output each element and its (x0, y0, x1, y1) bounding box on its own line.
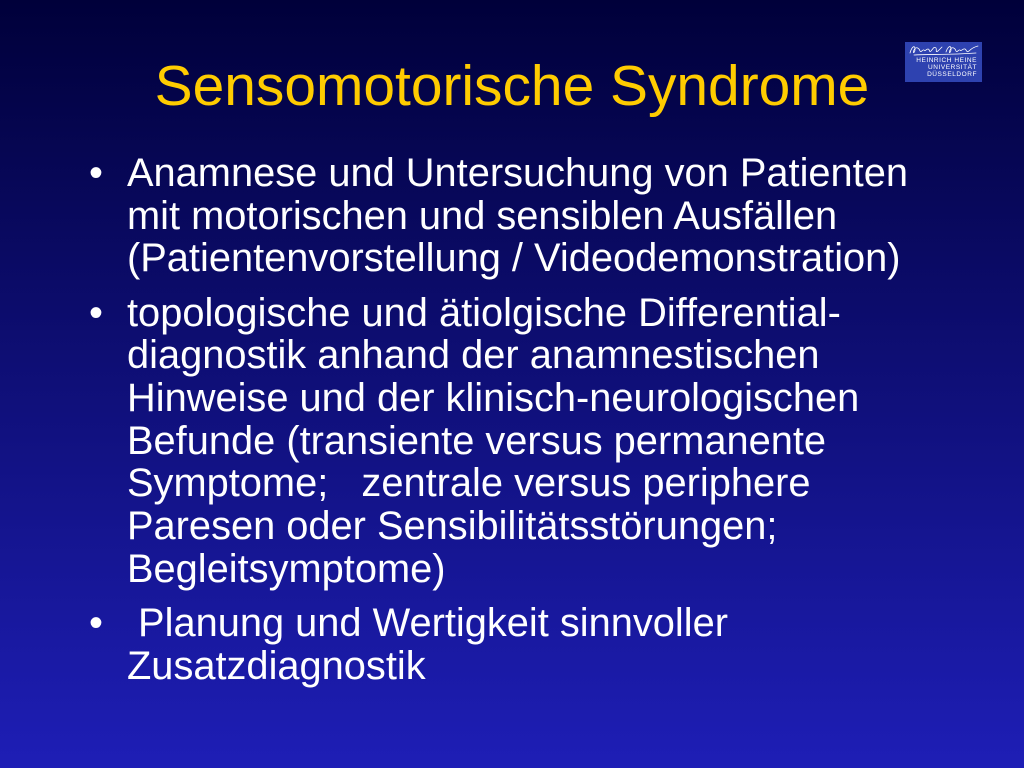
bullet-icon: • (89, 601, 103, 646)
bullet-text-line: (Patientenvorstellung / Videodemonstration) (127, 236, 901, 281)
bullet-icon: • (89, 151, 103, 195)
bullet-item-anamnese (0, 152, 1024, 280)
bullet-text-line: Befunde (transiente versus permanente (127, 418, 827, 463)
university-logo (905, 42, 982, 82)
bullet-text-line: Anamnese und Untersuchung von Patienten (127, 151, 908, 195)
bullet-text-line: mit motorischen und sensiblen Ausfällen (127, 193, 838, 238)
logo-line-universitaet: UNIVERSITÄT (927, 64, 977, 71)
logo-line-university-name: HEINRICH HEINE (916, 57, 977, 64)
bullet-text-line: Hinweise und der klinisch-neurologischen (127, 376, 860, 421)
bullet-text-line: topologische und ätiolgische Differential- (127, 290, 841, 335)
bullet-text-line: Planung und Wertigkeit sinnvoller (127, 601, 728, 646)
bullet-item-zusatzdiagnostik (0, 602, 1024, 687)
logo-text (916, 57, 977, 78)
bullet-item-differentialdiagnostik (0, 292, 1024, 591)
bullet-text-line: Zusatzdiagnostik (127, 643, 426, 688)
bullet-text-line: Begleitsymptome) (127, 546, 446, 591)
bullet-list (0, 152, 1024, 687)
bullet-text-line: diagnostik anhand der anamnestischen (127, 333, 820, 378)
bullet-text-line: Symptome; zentrale versus periphere (127, 461, 811, 506)
logo-line-city: DÜSSELDORF (927, 71, 977, 78)
slide-title: Sensomotorische Syndrome (154, 54, 870, 118)
bullet-icon: • (89, 290, 103, 335)
signature-icon (908, 43, 980, 57)
bullet-text-line: Paresen oder Sensibilitätsstörungen; (127, 504, 778, 549)
